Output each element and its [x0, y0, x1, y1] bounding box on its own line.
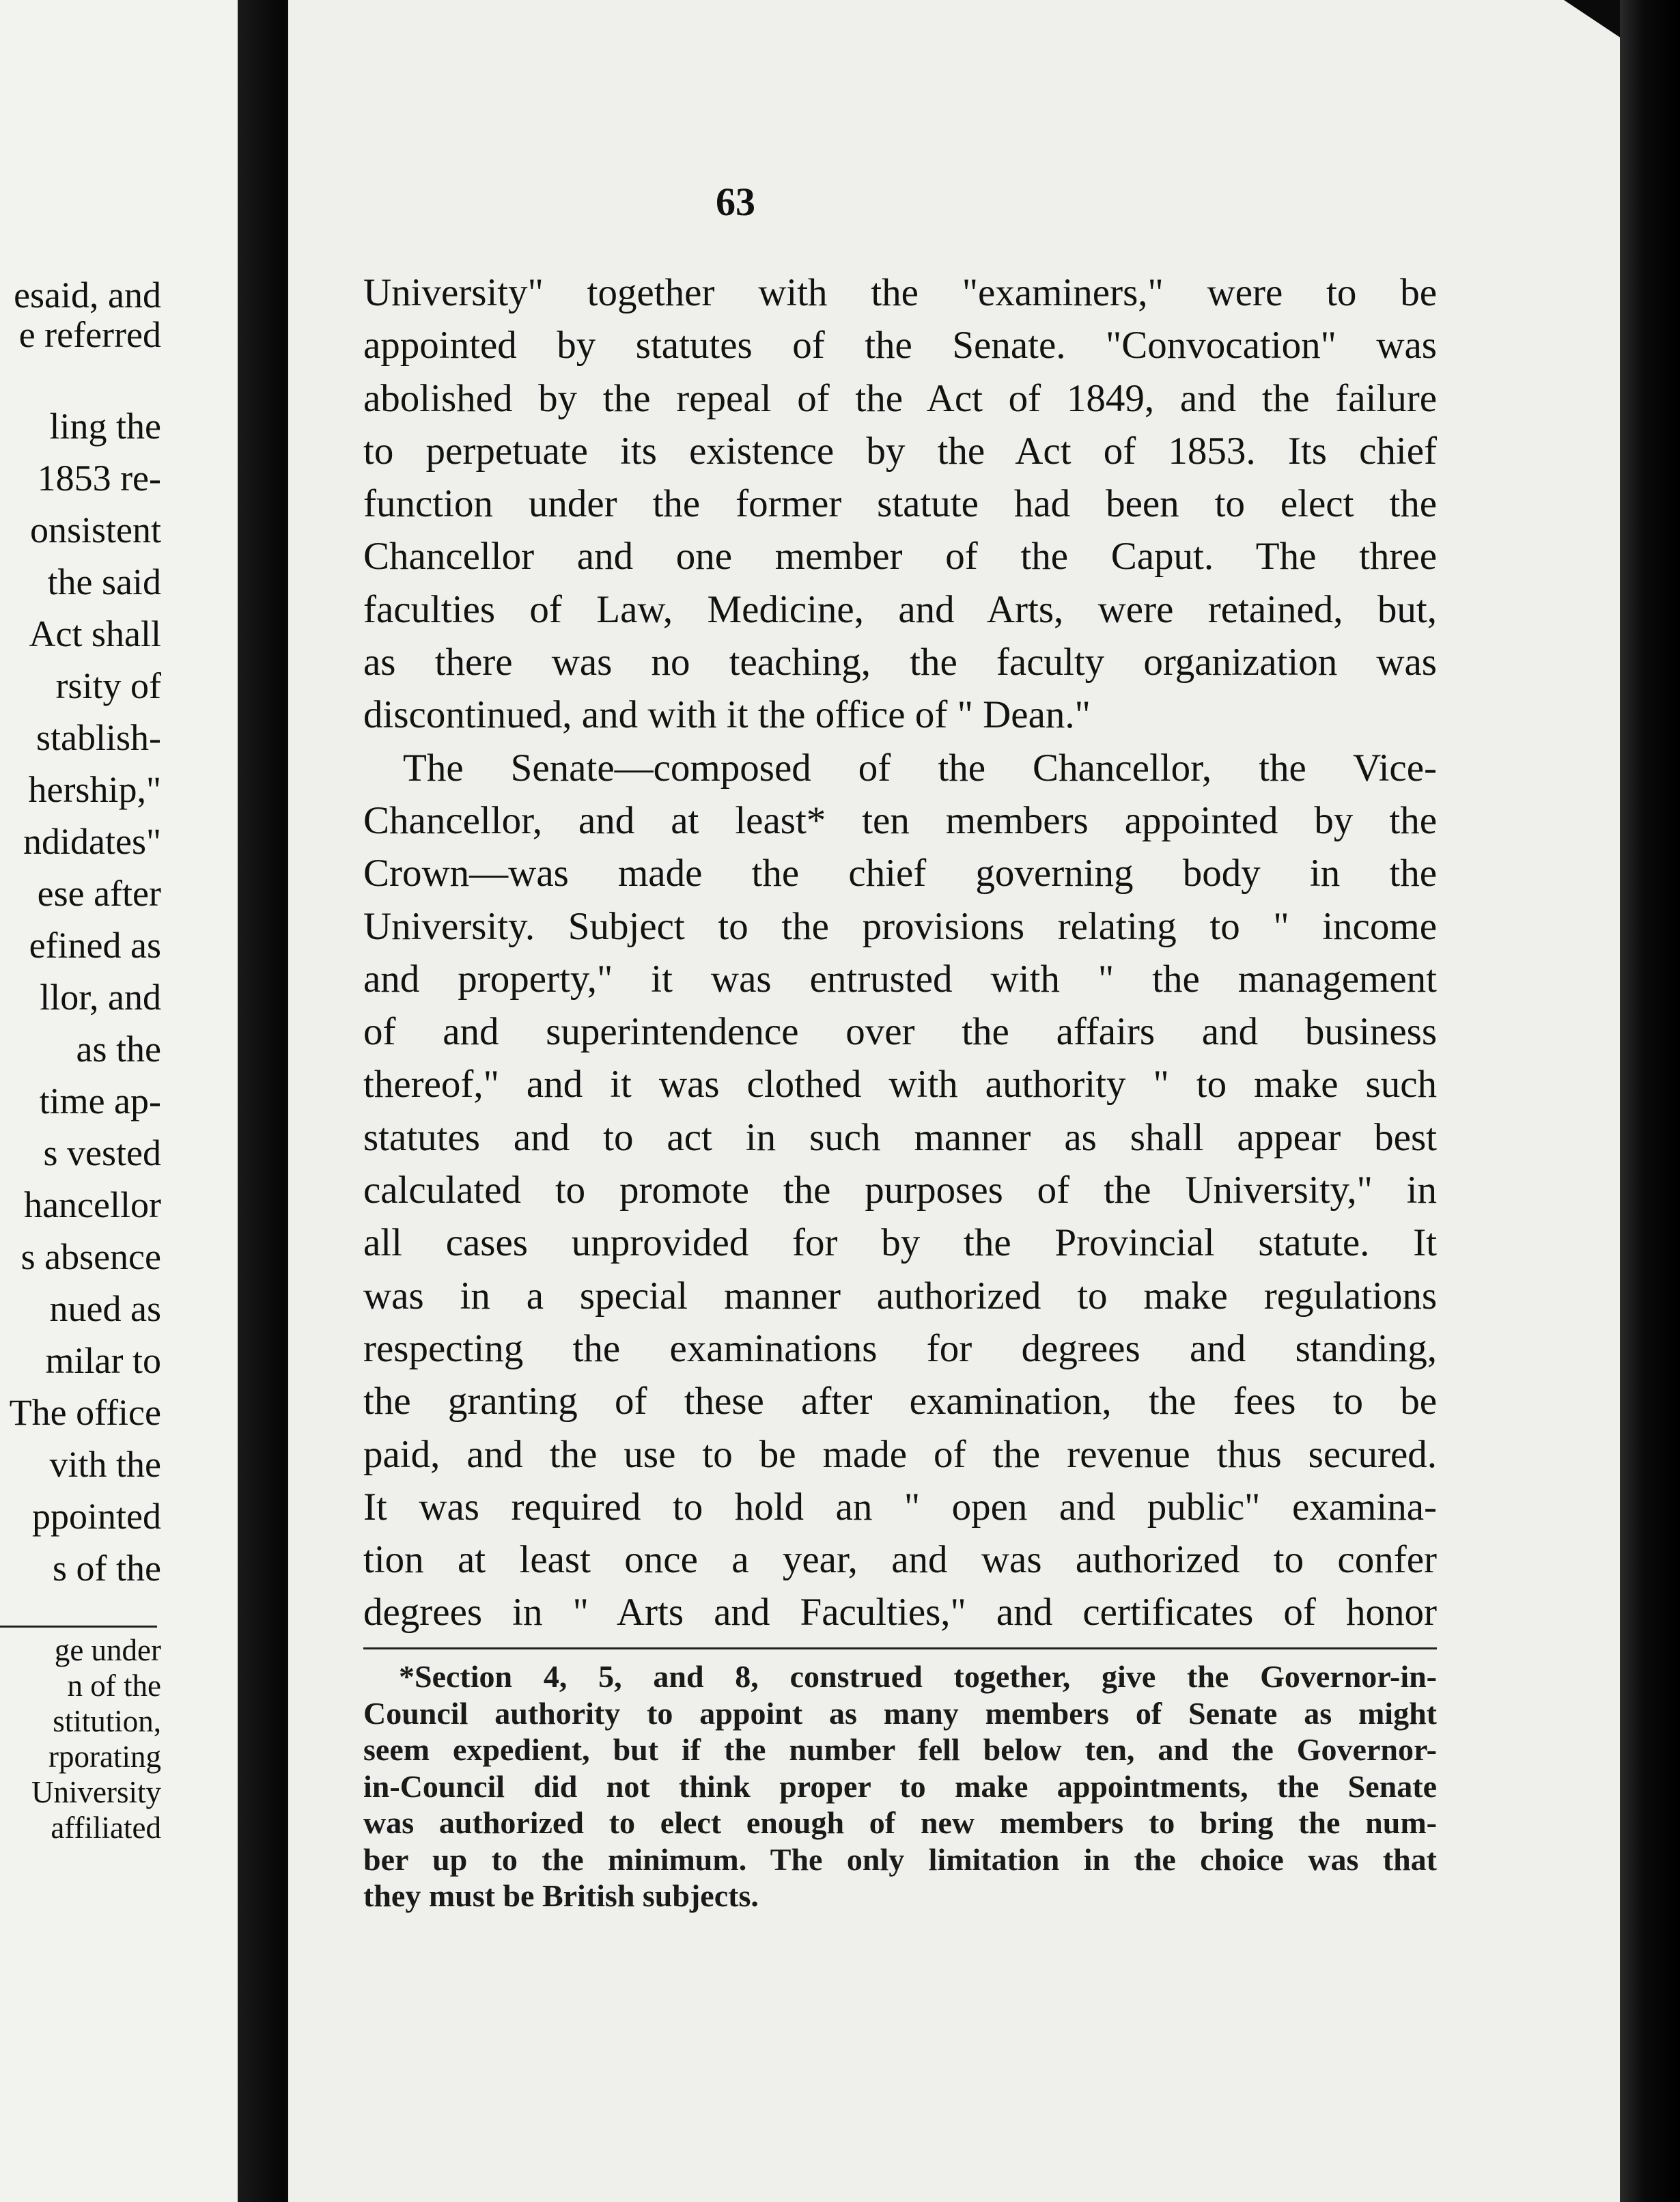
body-text — [363, 266, 1437, 1639]
left-page-line: ese after — [37, 873, 161, 914]
left-page-footnote-rule — [0, 1626, 157, 1628]
footnote-line: in-Council did not think proper to make appointments, the Senate — [363, 1768, 1437, 1804]
text-line: University" together with the "examiners," were to be — [363, 271, 1437, 314]
left-page-line: stablish- — [36, 717, 161, 758]
text-line: thereof," and it was clothed with authority " to make such — [363, 1063, 1437, 1106]
left-page-line: time ap- — [39, 1081, 161, 1121]
left-page-line: milar to — [45, 1340, 161, 1381]
right-page-edge — [1620, 0, 1680, 2202]
left-page-line: 1853 re- — [37, 458, 161, 499]
text-line: degrees in " Arts and Faculties," and certificates of honor — [363, 1591, 1437, 1634]
left-page-footnote-line: stitution, — [53, 1704, 161, 1738]
text-line: function under the former statute had been to elect the — [363, 482, 1437, 526]
left-page-line: The office — [9, 1392, 161, 1433]
left-page-line: ling the — [49, 406, 161, 447]
left-page-footnote-line: n of the — [67, 1669, 161, 1703]
footnote-line: Council authority to appoint as many members of Senate as might — [363, 1695, 1437, 1731]
footnote-rule — [363, 1647, 1437, 1649]
text-line: paid, and the use to be made of the revenue thus secured. — [363, 1432, 1437, 1476]
left-page-line: ppointed — [32, 1496, 161, 1537]
left-page-line: the said — [47, 561, 161, 602]
left-page-footnote-line: University — [31, 1775, 161, 1809]
page-number-text: 63 — [716, 180, 755, 224]
text-line: to perpetuate its existence by the Act of 1853. Its chief — [363, 429, 1437, 473]
text-line: abolished by the repeal of the Act of 1849, and the failure — [363, 376, 1437, 420]
paragraph-2 — [363, 742, 1437, 1639]
text-line: University. Subject to the provisions relating to " income — [363, 904, 1437, 948]
text-line: faculties of Law, Medicine, and Arts, were retained, but, — [363, 587, 1437, 631]
text-line: of and superintendence over the affairs and business — [363, 1010, 1437, 1054]
page-corner-fold — [1564, 0, 1625, 41]
footnote-line: *Section 4, 5, and 8, construed together, give the Governor-in- — [399, 1659, 1437, 1694]
text-line: It was required to hold an " open and public" examina- — [363, 1485, 1437, 1529]
text-line: discontinued, and with it the office of " Dean." — [363, 693, 1091, 737]
text-line: all cases unprovided for by the Provincial statute. It — [363, 1221, 1437, 1265]
left-page-line: rsity of — [55, 665, 161, 706]
text-line: calculated to promote the purposes of the University," in — [363, 1169, 1437, 1212]
text-line: the granting of these after examination, the fees to be — [363, 1380, 1437, 1423]
paragraph-1 — [363, 266, 1437, 742]
main-page — [288, 0, 1620, 2202]
footnote — [363, 1658, 1437, 1914]
text-line: Crown—was made the chief governing body in the — [363, 852, 1437, 895]
left-page-line: nued as — [49, 1288, 161, 1329]
left-page-line: hancellor — [24, 1184, 161, 1225]
text-line: respecting the examinations for degrees and standing, — [363, 1326, 1437, 1370]
left-page-line: llor, and — [40, 977, 161, 1018]
left-page-line: s of the — [53, 1548, 161, 1589]
left-page-footnote-line: affiliated — [51, 1811, 161, 1845]
left-page-line: e referred — [18, 314, 161, 355]
footnote-line: was authorized to elect enough of new members to bring the num- — [363, 1805, 1437, 1840]
left-page-line: efined as — [29, 925, 161, 966]
left-facing-page — [0, 0, 238, 2202]
left-page-footnote-line: rporating — [48, 1740, 161, 1774]
left-page-line: esaid, and — [14, 275, 161, 316]
left-page-line: onsistent — [29, 510, 161, 550]
left-page-line: s vested — [43, 1132, 161, 1173]
text-line: appointed by statutes of the Senate. "Convocation" was — [363, 324, 1437, 367]
left-page-footnote-line: ge under — [54, 1633, 161, 1667]
footnote-line: they must be British subjects. — [363, 1878, 759, 1913]
text-line: as there was no teaching, the faculty organization was — [363, 641, 1437, 684]
text-line: Chancellor and one member of the Caput. The three — [363, 535, 1437, 579]
text-line: and property," it was entrusted with " the management — [363, 957, 1437, 1001]
left-page-line: ndidates" — [23, 821, 161, 862]
text-line: The Senate—composed of the Chancellor, the Vice- — [403, 746, 1437, 790]
text-line: was in a special manner authorized to make regulations — [363, 1274, 1437, 1318]
text-line: statutes and to act in such manner as shall appear best — [363, 1115, 1437, 1159]
footnote-line: ber up to the minimum. The only limitation in the choice was that — [363, 1841, 1437, 1877]
text-line: Chancellor, and at least* ten members appointed by the — [363, 798, 1437, 842]
left-page-line: vith the — [49, 1444, 161, 1485]
book-gutter — [238, 0, 285, 2202]
page-number — [288, 179, 1620, 225]
footnote-line: seem expedient, but if the number fell below ten, and the Governor- — [363, 1732, 1437, 1767]
left-page-line: Act shall — [29, 613, 161, 654]
text-line: tion at least once a year, and was authorized to confer — [363, 1538, 1437, 1582]
left-page-line: as the — [76, 1029, 161, 1070]
left-page-line: hership," — [28, 769, 161, 810]
left-page-line: s absence — [20, 1236, 161, 1277]
